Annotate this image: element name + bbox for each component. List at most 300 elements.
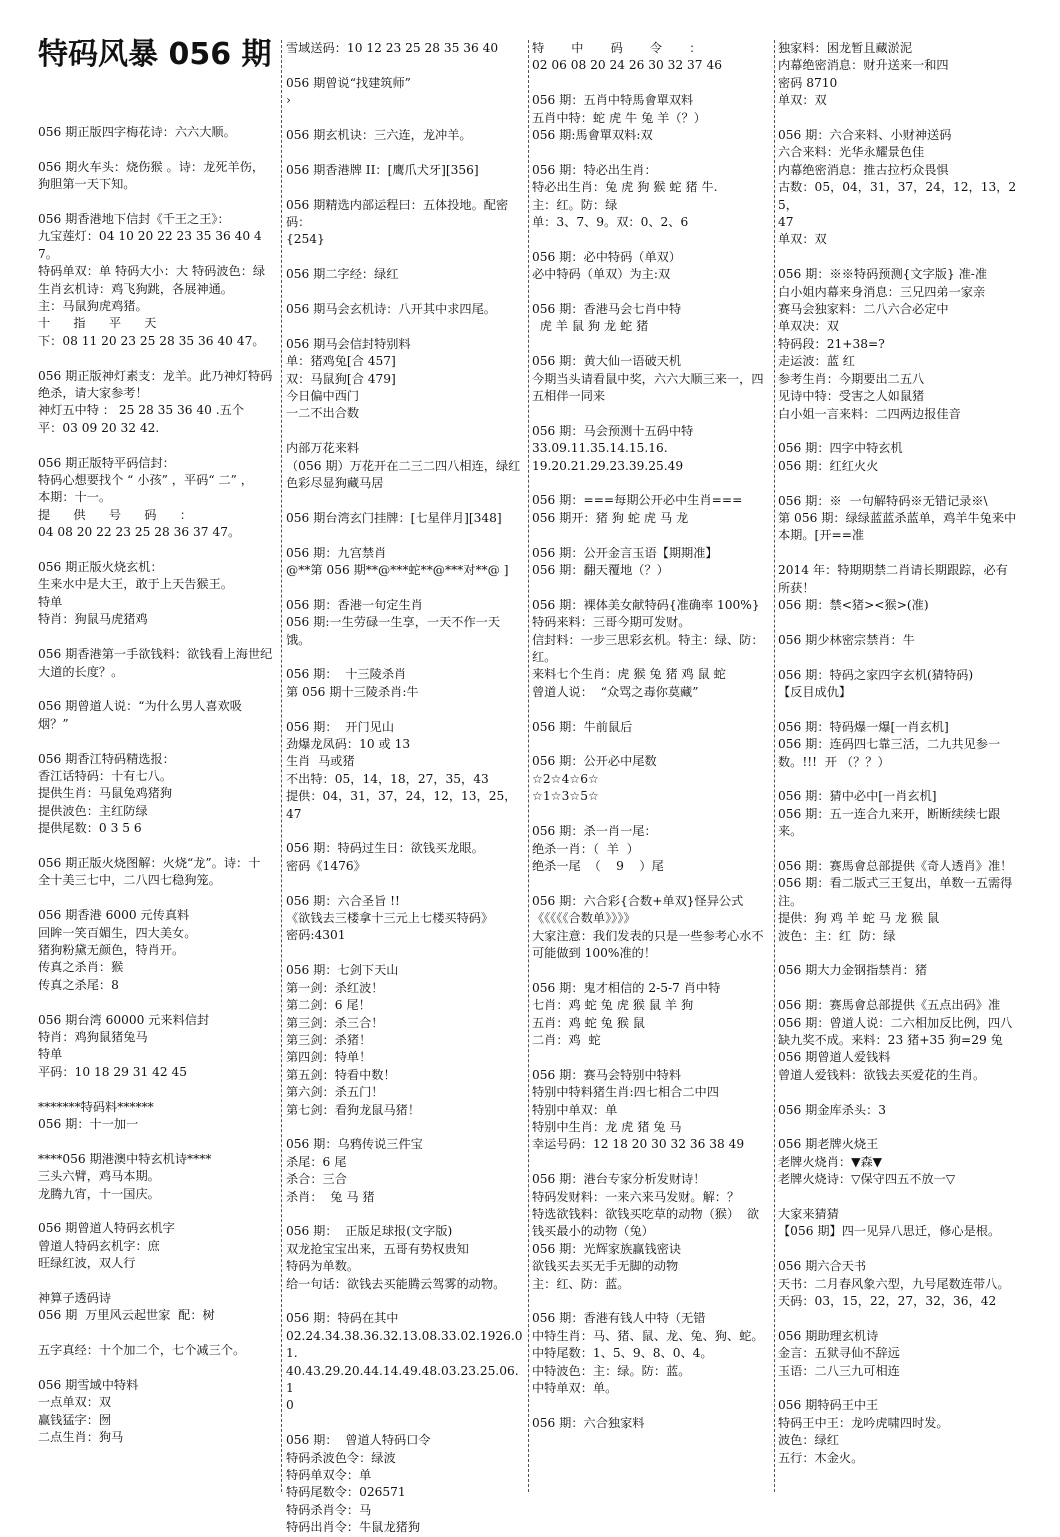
- text-line: 40.43.29.20.44.14.49.48.03.23.25.06.1: [286, 1363, 519, 1395]
- text-line: 注。: [778, 893, 803, 908]
- text-line: 生来水中是大王，敢于上天告猴王。: [38, 577, 233, 592]
- text-line: 大道的长度？。: [38, 664, 124, 679]
- column-2: [286, 40, 524, 1535]
- text-block: [532, 353, 770, 405]
- text-line: 33.09.11.35.14.15.16.: [532, 441, 668, 456]
- text-block: [532, 719, 770, 736]
- text-line: 056 期正版火烧玄机：: [38, 560, 163, 575]
- text-line: 玉语：二八三九可相连: [778, 1363, 900, 1378]
- text-block: [778, 719, 1022, 771]
- text-line: 回眸一笑百媚生，四大美女。: [38, 925, 197, 940]
- text-line: 056 期：特码之家四字玄机(猜特码): [778, 667, 974, 682]
- text-line: 056 期正版火烧图解：火烧“龙”。诗：十: [38, 855, 261, 870]
- text-block: [778, 632, 1022, 649]
- text-line: 第三剑：杀猪！: [286, 1032, 372, 1047]
- column-1: [38, 124, 274, 1492]
- text-line: 大家注意：我们发表的只是一些参考心水不: [532, 928, 764, 943]
- text-line: 056 期：必中特码（单双）: [532, 249, 682, 264]
- text-line: 056 期：特必出生肖：: [532, 162, 657, 177]
- text-line: 密码《1476》: [286, 858, 366, 873]
- text-block: [286, 666, 524, 701]
- text-line: 056 期：赛馬會总部提供《五点出码》准: [778, 998, 1001, 1013]
- text-block: [778, 493, 1022, 545]
- text-line: 杀合：三合: [286, 1172, 347, 1187]
- text-line: 特码心想要找个 “ 小孩” ，平码“ 二” ，: [38, 473, 253, 488]
- text-line: 特码杀波色令：绿波: [286, 1450, 396, 1465]
- text-line: 猪狗粉黛无颜色，特肖开。: [38, 942, 185, 957]
- text-line: 056 期:馬會單双料:双: [532, 128, 653, 143]
- text-line: 中特生肖：马、猪、鼠、龙、兔、狗、蛇。: [532, 1328, 764, 1343]
- text-line: 第七剑：看狗龙鼠马猪！: [286, 1102, 421, 1117]
- text-block: [38, 1290, 274, 1325]
- text-line: 056 期：光辉家族赢钱密诀: [532, 1241, 682, 1256]
- text-block: [286, 197, 524, 249]
- text-line: 第一剑：杀红波！: [286, 980, 384, 995]
- text-line: 第 056 期十三陵杀肖:牛: [286, 684, 419, 699]
- text-line: 龙腾九宵，十一国庆。: [38, 1186, 160, 1201]
- text-line: 02 06 08 20 24 26 30 32 37 46: [532, 58, 722, 73]
- text-line: @**第 056 期**@***蛇**@***对**@ ]: [286, 563, 509, 578]
- text-line: 一二不出合数: [286, 406, 360, 421]
- text-line: 056 期：※ 一句解特码※无错记录※\: [778, 493, 988, 508]
- text-block: [778, 1136, 1022, 1188]
- text-line: 【反目成仇】: [778, 684, 852, 699]
- text-block: [532, 823, 770, 875]
- text-line: 中特尾数：1、5、9、8、0、4。: [532, 1346, 713, 1361]
- text-line: 056 期少林密宗禁肖：牛: [778, 632, 915, 647]
- text-line: 04 08 20 22 23 25 28 36 37 47。: [38, 525, 241, 540]
- text-line: 056 期：牛前鼠后: [532, 719, 633, 734]
- text-block: [532, 980, 770, 1050]
- text-block: [38, 211, 274, 350]
- text-line: 056 期曾道人说：“为什么男人喜欢吸: [38, 699, 242, 714]
- text-block: [38, 1151, 274, 1203]
- text-block: [778, 440, 1022, 475]
- text-line: 二点生肖：狗马: [38, 1430, 124, 1445]
- text-line: 特码出肖令：牛鼠龙猪狗: [286, 1520, 421, 1535]
- text-block: [532, 753, 770, 805]
- text-line: 内部万花来料: [286, 441, 360, 456]
- text-line: 单：猪鸡兔[合 457]: [286, 354, 396, 369]
- text-line: 欲钱买去买无手无脚的动物: [532, 1259, 679, 1274]
- text-line: 056 期：红红火火: [778, 458, 879, 473]
- text-block: [532, 40, 770, 75]
- text-line: 特单: [38, 594, 63, 609]
- text-block: [532, 1171, 770, 1293]
- text-line: 056 期香港第一手欲钱料：欲钱看上海世纪: [38, 647, 273, 662]
- text-line: 056 期：赛馬會总部提供《奇人透肖》准！: [778, 858, 1013, 873]
- text-line: 056 期正版四字梅花诗：六六大顺。: [38, 125, 236, 139]
- text-line: 单双：双: [778, 232, 827, 247]
- text-line: 056 期：十一加一: [38, 1116, 139, 1131]
- text-block: [532, 1415, 770, 1432]
- text-block: [286, 1432, 524, 1536]
- text-block: [38, 1220, 274, 1272]
- text-line: 密码:4301: [286, 928, 346, 943]
- text-block: [38, 455, 274, 542]
- text-line: 056 期：※※特码预测{文字版} 准-准: [778, 267, 988, 282]
- text-line: 特选欲钱料：欲钱买吃草的动物（猴） 欲: [532, 1206, 760, 1221]
- text-block: [532, 545, 770, 580]
- text-line: 056 期开：猪 狗 蛇 虎 马 龙: [532, 510, 689, 525]
- text-block: [286, 162, 524, 179]
- text-line: 056 期：鬼才相信的 2-5-7 肖中特: [532, 980, 721, 995]
- text-line: 056 期：杀一肖一尾：: [532, 824, 657, 839]
- text-line: 本期。[开==准: [778, 528, 865, 543]
- text-line: 特肖：鸡狗鼠猪兔马: [38, 1029, 148, 1044]
- text-block: [286, 597, 524, 649]
- text-line: 见诗中特：受害之人如鼠猪: [778, 389, 925, 404]
- text-block: [38, 159, 274, 194]
- text-line: 色彩尽显狗藏马居: [286, 476, 384, 491]
- text-line: 独家料：困龙暂且藏淤泥: [778, 41, 913, 55]
- text-line: 特码单双令：单: [286, 1468, 372, 1482]
- text-block: [778, 667, 1022, 702]
- text-line: 提供：狗 鸡 羊 蛇 马 龙 猴 鼠: [778, 911, 940, 926]
- text-line: 056 期：特码爆一爆[一肖玄机]: [778, 719, 949, 734]
- text-line: 杀尾：6 尾: [286, 1154, 347, 1169]
- text-line: 特码杀肖令：马: [286, 1502, 372, 1517]
- text-line: 056 期 万里风云起世家 配：树: [38, 1308, 215, 1323]
- text-block: [286, 510, 524, 527]
- text-line: 056 期马会玄机诗：八开其中求四尾。: [286, 302, 496, 316]
- text-line: 056 期：看二版式三王复出，单数一五需得: [778, 876, 1013, 891]
- text-line: 056 期火车头：烧伤猴 。诗：龙死羊伤，: [38, 159, 265, 174]
- text-line: 056 期：港台专家分析发财诗！: [532, 1172, 706, 1187]
- text-line: 金言：五狱寻仙不辞远: [778, 1346, 900, 1361]
- text-block: [286, 545, 524, 580]
- text-line: 赢钱猛字：囫: [38, 1412, 112, 1427]
- text-line: 特必出生肖：兔 虎 狗 猴 蛇 猪 牛.: [532, 180, 718, 195]
- text-line: 056 期:一生劳碌一生享，一天不作一天饿。: [286, 615, 501, 647]
- text-line: 第四剑：特单！: [286, 1050, 372, 1065]
- text-line: 下：08 11 20 23 25 28 35 36 40 47。: [38, 333, 265, 348]
- text-line: 主：马鼠狗虎鸡猪。: [38, 299, 148, 314]
- text-block: [778, 997, 1022, 1084]
- text-line: 香江话特码：十有七八。: [38, 768, 173, 783]
- text-line: 19.20.21.29.23.39.25.49: [532, 458, 684, 473]
- text-line: 056 期雪域中特料: [38, 1377, 139, 1392]
- column-divider: [774, 40, 775, 1492]
- text-block: [38, 751, 274, 838]
- text-line: 056 期大力金钢指禁肖：猪: [778, 963, 928, 978]
- text-line: 内幕绝密消息：推古拉朽众畏惧: [778, 162, 949, 177]
- text-line: {254}: [286, 232, 325, 247]
- text-line: 波色：绿红: [778, 1433, 839, 1448]
- text-line: 特码段：21+38=?: [778, 336, 885, 351]
- text-line: 056 期：六合来料、小财神送码: [778, 128, 952, 143]
- text-block: [532, 1067, 770, 1154]
- text-line: 天书：二月春风象六型，九号尾数连带八。: [778, 1276, 1010, 1291]
- text-line: 绝杀，请大家参考！: [38, 386, 148, 401]
- text-line: 056 期：黄大仙一语破天机: [532, 354, 682, 369]
- text-block: [778, 1397, 1022, 1467]
- text-line: 056 期正版特平码信封：: [38, 455, 175, 470]
- text-block: [532, 492, 770, 527]
- text-line: 波色：主：红 防：绿: [778, 928, 896, 943]
- text-line: 十 指 平 天: [38, 316, 157, 331]
- text-line: 特别中生肖：龙 虎 猪 兔 马: [532, 1119, 682, 1134]
- text-line: 第五剑：特看中数！: [286, 1067, 396, 1082]
- text-line: 056 期二字经：绿红: [286, 267, 399, 282]
- text-line: 056 期香港牌 II：[鹰爪犬牙][356]: [286, 162, 479, 177]
- text-line: 五肖：鸡 蛇 兔 猴 鼠: [532, 1015, 645, 1030]
- text-line: 旺绿红波，双人行: [38, 1256, 136, 1271]
- text-line: 大家来猜猜: [778, 1206, 839, 1221]
- text-line: 056 期：六合圣旨 !!: [286, 893, 400, 908]
- text-block: [286, 440, 524, 492]
- text-block: [532, 162, 770, 232]
- text-block: [286, 1223, 524, 1293]
- text-line: 信封料：一步三思彩玄机。特主：绿、防：: [532, 632, 764, 647]
- text-line: 特 中 码 令 ：: [532, 41, 702, 55]
- text-line: 主：红。防：绿: [532, 197, 618, 212]
- text-block: [778, 266, 1022, 423]
- text-block: [38, 855, 274, 890]
- text-block: [38, 1012, 274, 1082]
- text-line: ›: [286, 93, 291, 108]
- text-line: 全十美三七中，二八四七稳狗笼。: [38, 873, 221, 888]
- page-title: 特码风暴 056 期: [38, 37, 272, 72]
- text-line: 056 期香港地下信封《千王之王》：: [38, 212, 230, 226]
- text-block: [532, 301, 770, 336]
- text-line: 056 期：五肖中特馬會單双料: [532, 93, 694, 108]
- text-line: 烟？”: [38, 716, 69, 731]
- text-line: 曾道人爱钱料：欲钱去买爱花的生肖。: [778, 1067, 986, 1082]
- text-line: 特码尾数令：026571: [286, 1485, 406, 1500]
- text-line: 056 期：公开金言玉语【期期准】: [532, 545, 718, 560]
- text-line: 钱买最小的动物（兔）: [532, 1224, 654, 1239]
- text-line: 双：马鼠狗[合 479]: [286, 371, 396, 386]
- text-line: 天码：03，15，22，27，32，36，42: [778, 1294, 997, 1308]
- text-line: 平码：10 18 29 31 42 45: [38, 1064, 187, 1079]
- text-line: 神算子透码诗: [38, 1290, 112, 1305]
- text-line: 特码为单数。: [286, 1259, 360, 1274]
- text-line: 缺九奖不成。来料：23 猪+35 狗=29 兔: [778, 1032, 1003, 1047]
- text-line: 056 期六合天书: [778, 1259, 867, 1274]
- text-line: 056 期：九宫禁肖: [286, 545, 387, 560]
- text-line: 三头六臂，鸡马本期。: [38, 1169, 160, 1184]
- text-line: 五行：木金火。: [778, 1450, 864, 1465]
- text-line: 提供生肖：马鼠兔鸡猪狗: [38, 786, 173, 801]
- text-line: 第二剑：6 尾！: [286, 998, 371, 1013]
- text-line: 白小姐一言来料：二四两边报佳音: [778, 406, 961, 421]
- text-line: 056 期特码王中王: [778, 1398, 879, 1413]
- text-line: 绝杀一尾 （ 9 ）尾: [532, 858, 664, 873]
- text-line: 2014 年：特期期禁二肖请长期跟踪，必有: [778, 563, 1008, 578]
- text-block: [286, 719, 524, 823]
- text-line: 056 期：裸体美女献特码{准确率 100%}: [532, 597, 760, 612]
- text-line: 老牌火烧诗：▽保守四五不放一▽: [778, 1172, 956, 1187]
- text-block: [778, 1258, 1022, 1310]
- text-line: 特别中单双：单: [532, 1102, 618, 1117]
- text-line: 056 期金库杀头：3: [778, 1102, 887, 1117]
- text-block: [778, 1206, 1022, 1241]
- text-line: 内幕绝密消息：财升送来一和四: [778, 58, 949, 73]
- text-block: [38, 646, 274, 681]
- text-block: [286, 266, 524, 283]
- text-line: 幸运号码：12 18 20 30 32 36 38 49: [532, 1137, 745, 1152]
- text-block: [38, 1377, 274, 1447]
- text-line: 二肖：鸡 蛇: [532, 1032, 601, 1047]
- text-block: [286, 840, 524, 875]
- text-line: 单：3、7、9。双：0、2、6: [532, 215, 689, 230]
- text-line: 056 期香江特码精选报：: [38, 751, 175, 766]
- text-line: 可能做到 100%准的！: [532, 945, 657, 960]
- text-line: 中特单双：单。: [532, 1381, 618, 1396]
- text-block: [778, 788, 1022, 840]
- text-line: 数。!!! 开 （？？）: [778, 754, 890, 769]
- text-line: 所获！: [778, 580, 815, 595]
- text-line: 056 期：===每期公开必中生肖===: [532, 493, 743, 508]
- text-line: 来料七个生肖：虎 猴 兔 猪 鸡 鼠 蛇: [532, 667, 726, 682]
- text-line: 056 期玄机诀：三六连，龙冲羊。: [286, 128, 472, 142]
- text-line: 雪域送码：10 12 23 25 28 35 36 40: [286, 41, 499, 55]
- text-block: [286, 336, 524, 423]
- text-line: 赛马会独家料：二八六合必定中: [778, 302, 949, 317]
- text-block: [38, 1342, 274, 1359]
- text-block: [532, 1310, 770, 1397]
- text-block: [38, 698, 274, 733]
- text-line: 056 期：猜中必中[一肖玄机]: [778, 789, 937, 804]
- text-line: ☆2☆4☆6☆: [532, 771, 599, 786]
- text-line: 056 期：禁<猪><猴>(准): [778, 597, 929, 612]
- text-line: 生肖 马或猪: [286, 754, 355, 769]
- text-line: 02.24.34.38.36.32.13.08.33.02.1926.01.: [286, 1328, 523, 1361]
- text-line: 中特波色：主：绿。防：蓝。: [532, 1363, 691, 1378]
- text-line: 056 期：乌鸦传说三件宝: [286, 1137, 423, 1152]
- text-block: [286, 1136, 524, 1206]
- text-line: 056 期：特码在其中: [286, 1311, 399, 1326]
- text-block: [778, 1328, 1022, 1380]
- text-line: 056 期： 开门见山: [286, 719, 395, 734]
- text-line: 劲爆龙凤码：10 或 13: [286, 737, 411, 752]
- text-line: 056 期：曾道人说：二六相加反比例，四八: [778, 1015, 1013, 1030]
- text-line: 056 期：连码四七靠三活，二九共见参一: [778, 737, 1001, 752]
- text-line: 传真之杀尾：8: [38, 977, 119, 992]
- text-line: 虎 羊 鼠 狗 龙 蛇 猪: [532, 319, 649, 334]
- text-block: [778, 1102, 1022, 1119]
- text-line: 056 期曾道人爱钱料: [778, 1050, 891, 1065]
- text-line: 走运波：蓝 红: [778, 354, 855, 369]
- text-line: 参考生肖：今期要出二五八: [778, 371, 925, 386]
- text-line: 特单: [38, 1047, 63, 1062]
- text-line: 特码王中王：龙吟虎啸四时发。: [778, 1415, 949, 1430]
- text-block: [532, 249, 770, 284]
- text-line: 056 期正版神灯素支：龙羊。此乃神灯特码: [38, 368, 273, 383]
- text-block: [532, 92, 770, 144]
- text-line: 056 期台湾 60000 元来料信封: [38, 1012, 210, 1027]
- text-line: ☆1☆3☆5☆: [532, 789, 599, 804]
- text-line: 特码来料：三哥今期可发财。: [532, 615, 691, 630]
- text-block: [286, 893, 524, 945]
- text-line: 056 期曾说“找建筑师”: [286, 75, 411, 90]
- text-line: 白小姐内幕来身消息：三兄四弟一家亲: [778, 284, 986, 299]
- text-line: 特肖：狗鼠马虎猪鸡: [38, 612, 148, 627]
- text-line: 056 期老牌火烧王: [778, 1137, 879, 1152]
- text-line: 神灯五中特 ： 25 28 35 36 40 .五个: [38, 403, 245, 418]
- text-line: 五肖中特：蛇 虎 牛 兔 羊（？）: [532, 110, 706, 125]
- text-line: 056 期：公开必中尾数: [532, 754, 657, 769]
- text-block: [778, 562, 1022, 614]
- text-line: 密码 8710: [778, 75, 838, 90]
- text-block: [38, 907, 274, 994]
- text-line: 提 供 号 码 ：: [38, 507, 192, 522]
- text-line: 056 期：五一连合九来开，断断续续七跟来。: [778, 806, 1001, 839]
- text-line: 一点单双：双: [38, 1395, 112, 1410]
- text-line: 056 期：翻天覆地（？）: [532, 563, 669, 578]
- text-line: 六合来料：光华永耀景色佳: [778, 145, 925, 160]
- text-line: 《《《《《合数单》》》》: [532, 911, 636, 926]
- text-block: [778, 962, 1022, 979]
- text-line: 056 期： 正版足球报(文字版): [286, 1224, 453, 1239]
- text-line: 红。: [532, 650, 557, 665]
- text-line: 曾道人特码玄机字：庶: [38, 1238, 160, 1253]
- text-block: [286, 127, 524, 144]
- column-divider: [528, 40, 529, 1492]
- text-line: 056 期：四字中特玄机: [778, 441, 903, 456]
- text-line: *******特码料******: [38, 1099, 154, 1114]
- text-line: 双龙抢宝宝出来，五哥有势权贵知: [286, 1241, 469, 1256]
- text-line: 五相伴一同来: [532, 389, 606, 404]
- text-line: 第三剑：杀三合！: [286, 1015, 384, 1030]
- text-line: 生肖玄机诗：鸡飞狗跳，各展神通。: [38, 281, 233, 296]
- text-line: 056 期曾道人特码玄机字: [38, 1221, 175, 1236]
- text-line: 平：03 09 20 32 42.: [38, 420, 160, 435]
- text-line: 056 期：香港马会七肖中特: [532, 302, 682, 317]
- text-line: 056 期马会信封特别料: [286, 336, 411, 351]
- text-block: [38, 124, 274, 141]
- text-line: 给一句话：欲钱去买能腾云驾雾的动物。: [286, 1276, 506, 1291]
- text-line: 不出特：05，14，18，27，35，43: [286, 771, 489, 786]
- column-divider: [281, 40, 282, 1492]
- text-line: 056 期：特码过生日：欲钱买龙眼。: [286, 841, 484, 856]
- text-line: 【056 期】四一见异八思迁，修心是根。: [778, 1224, 1001, 1239]
- text-line: 七肖：鸡 蛇 兔 虎 猴 鼠 羊 狗: [532, 998, 694, 1013]
- text-block: [286, 301, 524, 318]
- text-block: [286, 1310, 524, 1414]
- text-block: [532, 423, 770, 475]
- text-line: 056 期： 十三陵杀肖: [286, 667, 407, 682]
- text-line: 第 056 期：绿绿蓝蓝杀蓝单，鸡羊牛兔来中: [778, 510, 1017, 525]
- text-line: （056 期）万花开在二三二四八相连，绿红: [286, 458, 521, 473]
- text-block: [778, 127, 1022, 249]
- text-line: 本期：十一。: [38, 490, 112, 505]
- text-line: 主：红、防：蓝。: [532, 1276, 630, 1291]
- text-block: [38, 1099, 274, 1134]
- text-block: [38, 559, 274, 629]
- text-line: 五字真经：十个加二个，七个减三个。: [38, 1343, 246, 1358]
- text-line: 狗胆第一天下知。: [38, 177, 136, 192]
- text-line: 提供：04，31，37，24，12，13，25，47: [286, 789, 517, 821]
- text-line: 056 期：六合独家料: [532, 1415, 645, 1430]
- text-block: [38, 368, 274, 438]
- text-line: 056 期：赛马会特别中特料: [532, 1067, 682, 1082]
- text-block: [286, 75, 524, 110]
- text-line: 单双：双: [778, 93, 827, 108]
- text-line: 056 期香港 6000 元传真料: [38, 908, 190, 923]
- text-line: 杀肖： 兔 马 猪: [286, 1189, 375, 1204]
- text-line: 第六剑：杀五门！: [286, 1085, 384, 1100]
- text-line: 47: [778, 215, 794, 230]
- text-line: 古数：05，04，31，37，24，12，13，25，: [778, 180, 1017, 212]
- text-line: 必中特码（单双）为主:双: [532, 267, 671, 282]
- text-line: 特码单双：单 特码大小：大 特码波色：绿: [38, 264, 266, 279]
- text-block: [778, 40, 1022, 110]
- text-line: 056 期：香港一句定生肖: [286, 597, 423, 612]
- text-line: 曾道人说： “众骂之毒你莫藏”: [532, 684, 699, 699]
- text-line: 绝杀一肖：（ 羊 ）: [532, 841, 639, 856]
